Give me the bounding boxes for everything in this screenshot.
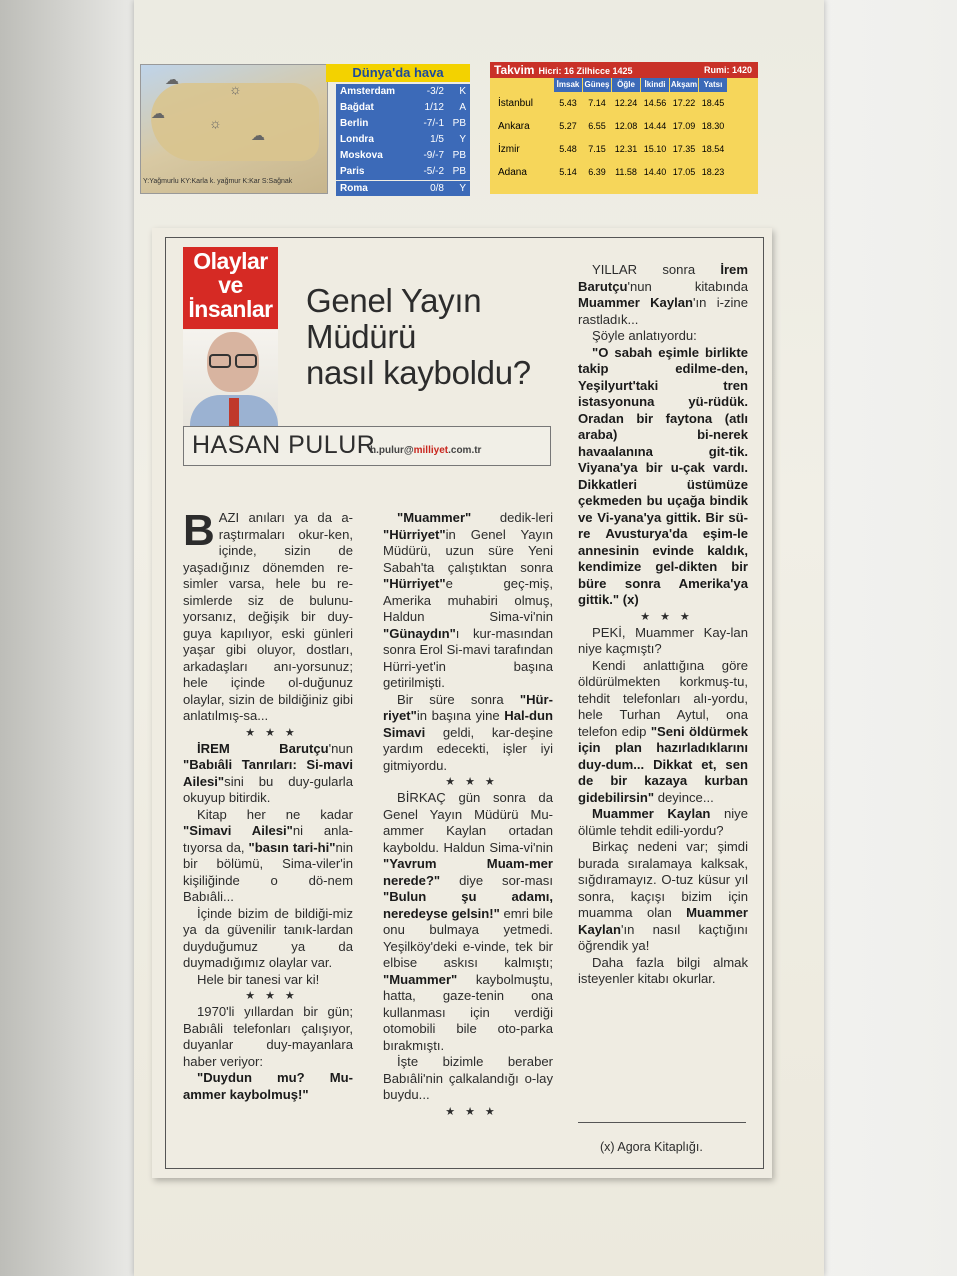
takvim-row: İstanbul 5.43 7.14 12.24 14.56 17.22 18.45 — [498, 98, 725, 109]
hicri-date: Hicri: 16 Zilhicce 1425 — [538, 66, 633, 76]
map-legend: Y:Yağmurlu KY:Karla k. yağmur K:Kar S:Sağnak — [143, 178, 293, 185]
weather-row: Moskova -9/-7 PB — [336, 148, 470, 164]
article-column-3: YILLAR sonra İrem Barutçu'nun kitabında Muammer Kaylan'ın i-zine rastladık... Şöyle anlatıyordu: "O sabah eşimle birlikte takip edilme-den, Yeşilyurt'taki tren istasyonuna yü-rüdük. Oradan bir faytona (atlı araba) bi-nerek havaalanına git-tik. Viyana'ya bir u-çak vardı. Dikkatleri üstümüze çekmeden bu uçağa bindik ve Vi-yana'ya gittik. Bir sü-re Avusturya'da eşim-le annesinin evinde kaldık, kendimize gel-dikten bir büre sonra Amerika'ya gittik." (x) ★★★ PEKİ, Muammer Kay-lan niye kaçmıştı? Kendi anlattığına göre öldürülmekten korkmuş-tu, tehdit telefonları alı-yordu, hele Turhan Aytul, ona telefon edip "Seni öldürmek için plan hazırladıklarını duy-dum... Dikkat et, sen de bir kazaya kurban gidebilirsin" deyince... Muammer Kaylan niye ölümle tehdit edili-yordu? Birkaç nedeni var; şimdi burada sıralamaya kalksak, sığdıramayız. O-tuz küsur yıl sonra, kaçışı bizim için muamma olan Muammer Kaylan'ın nasıl kaçtığını öğrendik ya! Daha fazla bilgi almak isteyenler kitabı okurlar. — [578, 262, 748, 986]
article-column-2: "Muammer" dedik-leri "Hürriyet"in Genel Yayın Müdürü, uzun süre Yeni Sabah'ta çalıştıktan sonra "Hürriyet"e geç-miş, Amerika muhabiri olmuş, Haldun Sima-vi'nin "Günaydın"ı kur-masından sonra Erol Si-mavi tarafından Hürri-yet'in başına getirilmişti. Bir süre sonra "Hür-riyet"in başına yine Hal-dun Simavi geldi, kar-deşine yardım edecekti, işler iyi gitmiyordu. ★★★ BİRKAÇ gün sonra da Genel Yayın Müdürü Mu-ammer Kaylan ortadan kayboldu. Haldun Sima-vi'nin "Yavrum Muam-mer nerede?" diye sor-ması "Bulun şu adamı, neredeyse gelsin!" emri bile onu bulmaya yetmedi. Yeşilköy'deki e-vinde, tek bir elbise askısı kalmıştı; "Muammer" kaybolmuştu, hatta, gaze-tenin ona kullanması için verdiği otomobili bile oto-parka bırakmıştı. İşte bizimle beraber Babıâli'nin çalkalandığı o-lay buydu... ★★★ — [383, 510, 553, 1118]
weather-row: Roma 0/8 Y — [336, 181, 470, 197]
weather-row: Berlin -7/-1 PB — [336, 116, 470, 132]
takvim-row: İzmir 5.48 7.15 12.31 15.10 17.35 18.54 — [498, 144, 725, 155]
column-logo: Olaylar ve İnsanlar — [183, 247, 278, 329]
takvim-box — [490, 62, 758, 194]
world-weather-title: Dünya'da hava — [326, 64, 470, 82]
cloud-icon: ☁ — [251, 127, 265, 143]
takvim-row: Adana 5.14 6.39 11.58 14.40 17.05 18.23 — [498, 167, 725, 178]
author-email: h.pulur@milliyet.com.tr — [370, 445, 482, 456]
rumi-date: Rumi: 1420 — [703, 65, 752, 75]
world-weather-table — [336, 84, 470, 197]
weather-map — [140, 64, 328, 194]
footnote-rule — [578, 1122, 746, 1123]
footnote: (x) Agora Kitaplığı. — [600, 1140, 703, 1154]
glasses-icon — [207, 354, 261, 368]
takvim-column-headers: İmsak Güneş Öğle İkindi Akşam Yatsı — [554, 78, 758, 92]
takvim-header — [490, 62, 758, 78]
weather-row: Bağdat 1/12 A — [336, 100, 470, 116]
article-title: Genel Yayın Müdürü nasıl kayboldu? — [306, 282, 531, 391]
weather-row: Paris -5/-2 PB — [336, 164, 470, 180]
weather-row: Londra 1/5 Y — [336, 132, 470, 148]
takvim-row: Ankara 5.27 6.55 12.08 14.44 17.09 18.30 — [498, 121, 725, 132]
cloud-icon: ☁ — [151, 105, 165, 121]
author-name: HASAN PULUR — [192, 431, 376, 459]
weather-row: Amsterdam -3/2 K — [336, 84, 470, 100]
sun-cloud-icon: ☼ — [209, 115, 222, 131]
cloud-icon: ☁ — [165, 71, 179, 87]
takvim-title: Takvim — [494, 63, 535, 77]
sun-icon: ☼ — [229, 81, 242, 97]
author-photo-tie — [229, 398, 239, 428]
article-column-1: BAZI anıları ya da a-raştırmaları okur-ken, içinde, sizin de yaşadığınız dönemden re-simler varsa, hele bu re-simlerde siz de bulunu-yorsanız, değişik bir duy-guya kapılıyor, eski günleri yaşar gibi oluyor, dostları, arkadaşları anı-yorsunuz; hele içinde ol-duğunuz olaylar, sizin de bildiğiniz gibi anlatılmış-sa... ★★★ İREM Barutçu'nun "Babıâli Tanrıları: Si-mavi Ailesi"sini bu duy-gularla okuyup bitirdik. Kitap her ne kadar "Simavi Ailesi"ni anla-tıyorsa da, "basın tari-hi"nin bir bölümü, Sima-viler'in kişiliğinde o dö-nem Babıâli... İçinde bizim de bildiği-miz ya da güvenilir tanık-lardan duyduğumuz ya da duymadığımız olaylar var. Hele bir tanesi var ki! ★★★ 1970'li yıllardan bir gün; Babıâli telefonları çalışıyor, duyanlar duy-mayanlara haber veriyor: "Duydun mu? Mu-ammer kaybolmuş!" — [183, 506, 353, 1102]
